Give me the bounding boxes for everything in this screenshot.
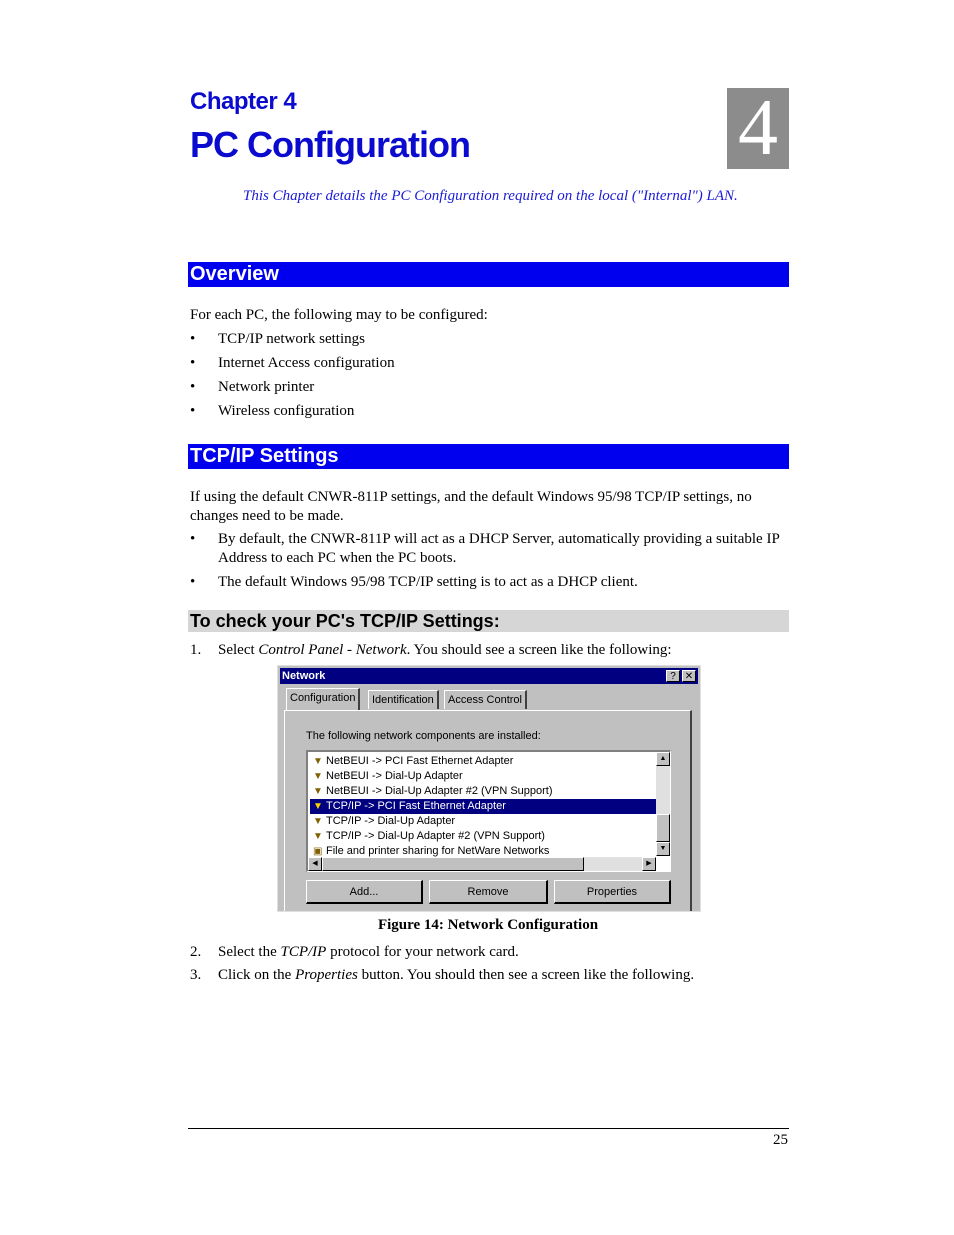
tcpip-bullet: The default Windows 95/98 TCP/IP setting is to act as a DHCP client. [218,574,638,590]
overview-bullet: Internet Access configuration [218,355,395,371]
bullet-marker: • [190,403,196,419]
step-number: 1. [190,642,202,658]
network-component-icon: ▼ [313,771,323,782]
overview-lead: For each PC, the following may to be configured: [190,307,488,323]
tcpip-lead: If using the default CNWR-811P settings, and the default Windows 95/98 TCP/IP settings, no changes need to be made. [190,489,752,524]
network-component-icon: ▼ [313,831,323,842]
tab-access-control[interactable]: Access Control [444,690,527,709]
vertical-scrollbar[interactable] [656,752,670,856]
overview-bullet: TCP/IP network settings [218,331,365,347]
tcpip-bullet: By default, the CNWR-811P will act as a DHCP Server, automatically providing a suitable IP Address to each PC when the PC boots. [218,531,780,566]
network-component-icon: ▼ [313,801,323,812]
footer-rule [188,1128,789,1129]
chapter-title: PC Configuration [190,124,470,165]
list-item[interactable]: ▼ TCP/IP -> Dial-Up Adapter #2 (VPN Support) [313,830,545,842]
list-item[interactable]: ▼ NetBEUI -> Dial-Up Adapter [313,770,463,782]
close-icon[interactable]: ✕ [682,670,696,682]
step-number: 3. [190,967,202,983]
step-number: 2. [190,944,202,960]
printer-sharing-icon: ▣ [313,846,323,857]
list-item[interactable]: ▼ NetBEUI -> PCI Fast Ethernet Adapter [313,755,514,767]
check-heading: To check your PC's TCP/IP Settings: [188,610,789,632]
chapter-label: Chapter 4 [190,88,297,115]
list-item-selected[interactable]: ▼ TCP/IP -> PCI Fast Ethernet Adapter [310,799,657,814]
network-component-icon: ▼ [313,816,323,827]
overview-bullet: Wireless configuration [218,403,355,419]
overview-bullet: Network printer [218,379,315,395]
tab-identification[interactable]: Identification [368,690,439,709]
scroll-right-icon[interactable]: ▶ [642,857,656,871]
network-dialog [277,665,701,912]
horizontal-scrollbar[interactable] [308,857,656,871]
figure-caption: Figure 14: Network Configuration [377,917,599,933]
chapter-number-box: 4 [727,88,789,169]
bullet-marker: • [190,531,196,547]
scroll-up-icon[interactable]: ▲ [656,752,670,766]
properties-button[interactable]: Properties [554,880,671,904]
overview-heading: Overview [188,262,789,287]
chapter-intro: This Chapter details the PC Configuration required on the local ("Internal") LAN. [243,188,738,204]
step-3-text: Click on the Properties button. You should then see a screen like the following. [218,967,695,983]
bullet-marker: • [190,355,196,371]
network-component-icon: ▼ [313,756,323,767]
bullet-marker: • [190,331,196,347]
bullet-marker: • [190,379,196,395]
list-item[interactable]: ▼ NetBEUI -> Dial-Up Adapter #2 (VPN Support) [313,785,553,797]
remove-button[interactable]: Remove [429,880,548,904]
tcpip-heading: TCP/IP Settings [188,444,789,469]
step-2-text: Select the TCP/IP protocol for your network card. [218,944,519,960]
page-number: 25 [773,1132,788,1148]
scroll-left-icon[interactable]: ◀ [308,857,322,871]
dialog-title: Network [280,668,698,684]
list-item[interactable]: ▼ TCP/IP -> Dial-Up Adapter [313,815,456,827]
help-icon[interactable]: ? [666,670,680,682]
scroll-thumb[interactable] [656,814,670,842]
components-list[interactable] [306,750,671,872]
tab-configuration[interactable]: Configuration [286,688,360,710]
components-label: The following network components are installed: [306,730,541,742]
step-1-text: Select Control Panel - Network. You should see a screen like the following: [218,642,672,658]
network-component-icon: ▼ [313,786,323,797]
list-item[interactable]: ▣ File and printer sharing for NetWare Networks [313,845,550,857]
add-button[interactable]: Add... [306,880,423,904]
scroll-down-icon[interactable]: ▼ [656,842,670,856]
scroll-thumb[interactable] [322,857,584,871]
bullet-marker: • [190,574,196,590]
